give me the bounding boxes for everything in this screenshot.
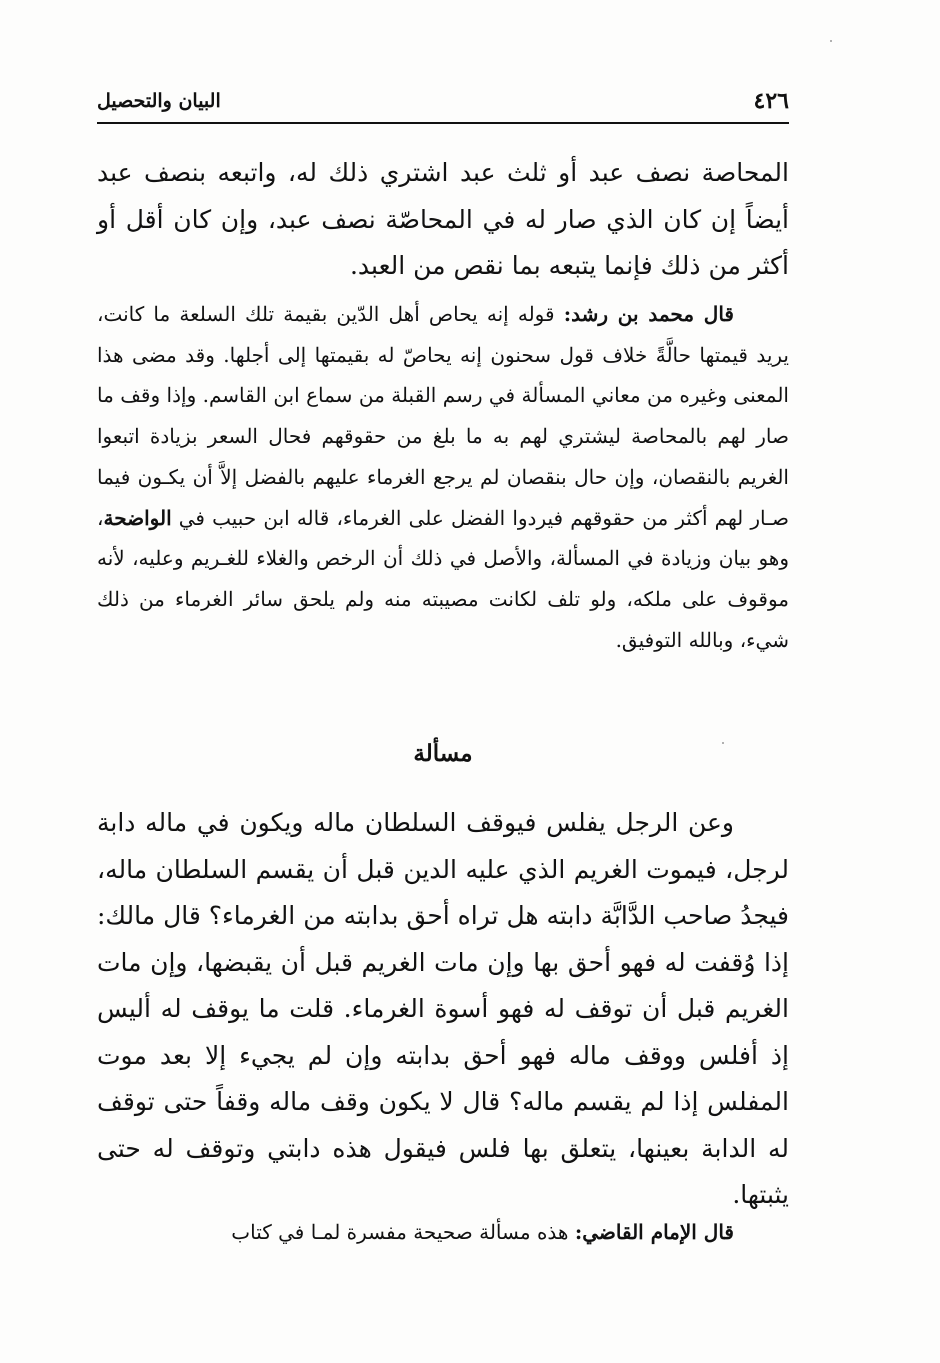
running-title: البيان والتحصيل	[97, 90, 221, 112]
question-text: وعن الرجل يفلس فيوقف السلطان ماله ويكون في ماله دابة لرجل، فيموت الغريم الذي عليه الدين قبل أن يقسم السلطان ماله، فيجدُ صاحب الدَّابَّة دابته هل تراه أحق بدابته من الغرماء؟ قال مالك: إذا وُقفت له فهو أحق بها وإن مات الغريم قبل أن يقبضها، وإن مات الغريم قبل أن توقف له فهو أسوة الغرماء. قلت ما يوقف له أليس إذ أفلس ووقف ماله فهو أحق بدابته وإن لم يجيء إلا بعد موت المفلس إذا لم يقسم ماله؟ قال لا يكون وقف ماله وقفاً حتى توقف له الدابة بعينها، يتعلق بها فلس فيقول هذه دابتي وتوقف له حتى يثبتها.	[97, 808, 789, 1209]
section-heading: مسألة	[413, 740, 473, 767]
question-paragraph	[97, 800, 789, 1220]
book-title: الواضحة	[103, 505, 172, 530]
commentary-text	[97, 294, 789, 660]
paragraph-continuation	[97, 150, 789, 290]
scan-speck	[722, 742, 724, 744]
judge-body: هذه مسألة صحيحة مفسرة لمـا في كتاب	[231, 1220, 575, 1244]
judge-commentary	[97, 1212, 789, 1262]
commentary-paragraph	[97, 294, 789, 714]
scan-speck	[830, 40, 832, 42]
judge-text	[97, 1212, 789, 1253]
speaker-label: قال محمد بن رشد:	[563, 302, 734, 326]
page-number: ٤٢٦	[753, 88, 789, 114]
paragraph-text: المحاصة نصف عبد أو ثلث عبد اشتري ذلك له، واتبعه بنصف عبد أيضاً إن كان الذي صار له في المحاصّة نصف عبد، وإن كان أقل أو أكثر من ذلك فإنما يتبعه بما نقص من العبد.	[97, 158, 789, 280]
speaker-label: قال الإمام القاضي:	[574, 1220, 734, 1244]
page-header	[97, 86, 789, 124]
commentary-body-2: ، وهو بيان وزيادة في المسألة، والأصل في ذلك أن الرخص والغلاء للغـريم وعليه، لأنه موقوف على ملكه، ولو تلف لكانت مصيبته منه ولم يلحق سائر الغرماء من ذلك شيء، وبالله التوفيق.	[97, 505, 789, 652]
commentary-body-1: قوله إنه يحاص أهل الدّين بقيمة تلك السلعة ما كانت، يريد قيمتها حالَّةً خلاف قول سحنون إنه يحاصّ له بقيمتها إلى أجلها. وقد مضى هذا المعنى وغيره من معاني المسألة في رسم القبلة من سماع ابن القاسم. وإذا وقف ما صار لهم بالمحاصة ليشتري لهم به ما بلغ من حقوقهم فحال السعر بزيادة اتبعوا الغريم بالنقصان، وإن حال بنقصان لم يرجع الغرماء عليهم بالفضل إلاَّ أن يكـون فيما صـار لهم أكثر من حقوقهم فيردوا الفضل على الغرماء، قاله ابن حبيب في	[97, 302, 789, 530]
